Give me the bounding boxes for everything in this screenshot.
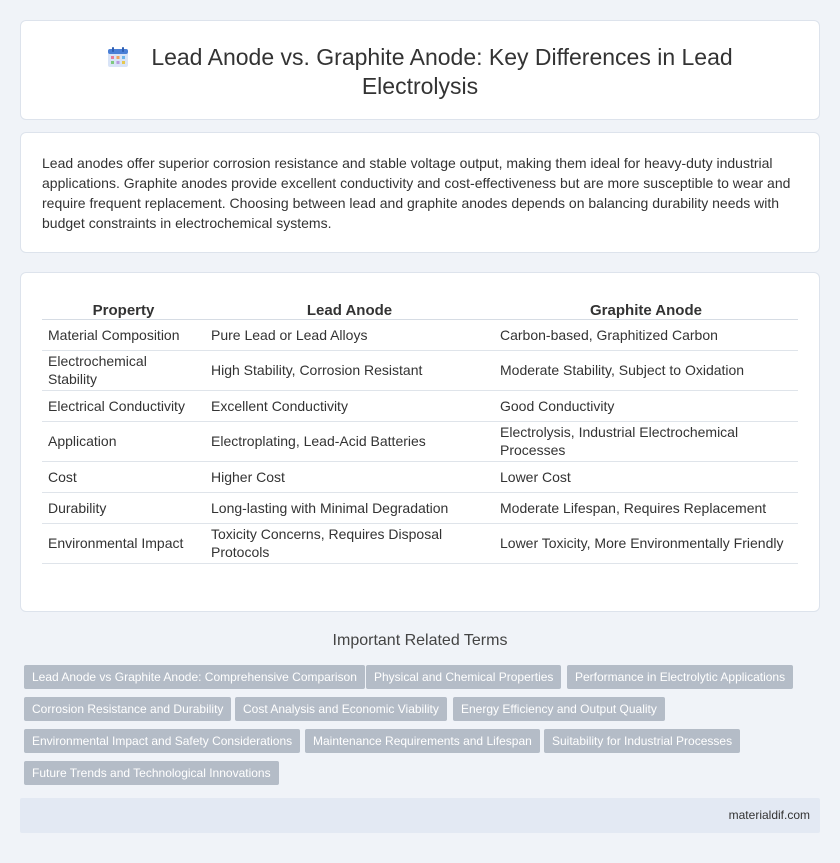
cell-property: Electrical Conductivity bbox=[42, 390, 205, 421]
comparison-table bbox=[42, 297, 798, 564]
related-terms-title: Important Related Terms bbox=[332, 632, 508, 649]
related-tag[interactable]: Lead Anode vs Graphite Anode: Comprehensive Comparison bbox=[24, 665, 365, 689]
table-row bbox=[42, 350, 798, 390]
cell-property: Application bbox=[42, 421, 205, 461]
table-row bbox=[42, 319, 798, 350]
related-tag[interactable]: Physical and Chemical Properties bbox=[366, 665, 561, 689]
cell-graphite: Electrolysis, Industrial Electrochemical Processes bbox=[494, 421, 798, 461]
cell-lead: Long-lasting with Minimal Degradation bbox=[205, 492, 494, 523]
related-tag[interactable]: Corrosion Resistance and Durability bbox=[24, 697, 231, 721]
page-title-text: Lead Anode vs. Graphite Anode: Key Differences in Lead Electrolysis bbox=[151, 44, 733, 99]
table-row bbox=[42, 492, 798, 523]
cell-property: Environmental Impact bbox=[42, 523, 205, 563]
cell-graphite: Good Conductivity bbox=[494, 390, 798, 421]
cell-graphite: Carbon-based, Graphitized Carbon bbox=[494, 319, 798, 350]
table-row bbox=[42, 461, 798, 492]
header-graphite-anode: Graphite Anode bbox=[494, 297, 798, 319]
summary-card bbox=[20, 132, 820, 253]
table-row bbox=[42, 421, 798, 461]
calendar-icon bbox=[107, 46, 129, 68]
related-tag[interactable]: Environmental Impact and Safety Considerations bbox=[24, 729, 300, 753]
table-header-row bbox=[42, 297, 798, 319]
cell-graphite: Moderate Stability, Subject to Oxidation bbox=[494, 350, 798, 390]
related-tag[interactable]: Suitability for Industrial Processes bbox=[544, 729, 740, 753]
related-tag[interactable]: Future Trends and Technological Innovations bbox=[24, 761, 279, 785]
cell-lead: Toxicity Concerns, Requires Disposal Protocols bbox=[205, 523, 494, 563]
cell-lead: Higher Cost bbox=[205, 461, 494, 492]
comparison-table-card bbox=[20, 272, 820, 612]
footer bbox=[20, 798, 820, 833]
cell-lead: Excellent Conductivity bbox=[205, 390, 494, 421]
cell-lead: Electroplating, Lead-Acid Batteries bbox=[205, 421, 494, 461]
header-property: Property bbox=[42, 297, 205, 319]
related-tag[interactable]: Performance in Electrolytic Applications bbox=[567, 665, 793, 689]
related-tag[interactable]: Cost Analysis and Economic Viability bbox=[235, 697, 447, 721]
table-row bbox=[42, 390, 798, 421]
header-lead-anode: Lead Anode bbox=[205, 297, 494, 319]
cell-lead: High Stability, Corrosion Resistant bbox=[205, 350, 494, 390]
cell-property: Durability bbox=[42, 492, 205, 523]
cell-property: Cost bbox=[42, 461, 205, 492]
cell-property: Material Composition bbox=[42, 319, 205, 350]
related-tag[interactable]: Maintenance Requirements and Lifespan bbox=[305, 729, 540, 753]
footer-site-link[interactable]: materialdif.com bbox=[728, 808, 810, 822]
related-tag[interactable]: Energy Efficiency and Output Quality bbox=[453, 697, 665, 721]
cell-graphite: Moderate Lifespan, Requires Replacement bbox=[494, 492, 798, 523]
cell-graphite: Lower Toxicity, More Environmentally Friendly bbox=[494, 523, 798, 563]
title-card bbox=[20, 20, 820, 120]
page-title bbox=[21, 43, 819, 101]
cell-property: Electrochemical Stability bbox=[42, 350, 205, 390]
table-row bbox=[42, 523, 798, 563]
summary-paragraph: Lead anodes offer superior corrosion resistance and stable voltage output, making them ideal for heavy-duty industrial applications. Graphite anodes provide excellent conductivity and cost-effectiveness but are more susceptible to wear and require frequent replacement. Choosing between lead and graphite anodes depends on balancing durability needs with budget constraints in electrochemical systems. bbox=[42, 155, 791, 231]
cell-lead: Pure Lead or Lead Alloys bbox=[205, 319, 494, 350]
cell-graphite: Lower Cost bbox=[494, 461, 798, 492]
